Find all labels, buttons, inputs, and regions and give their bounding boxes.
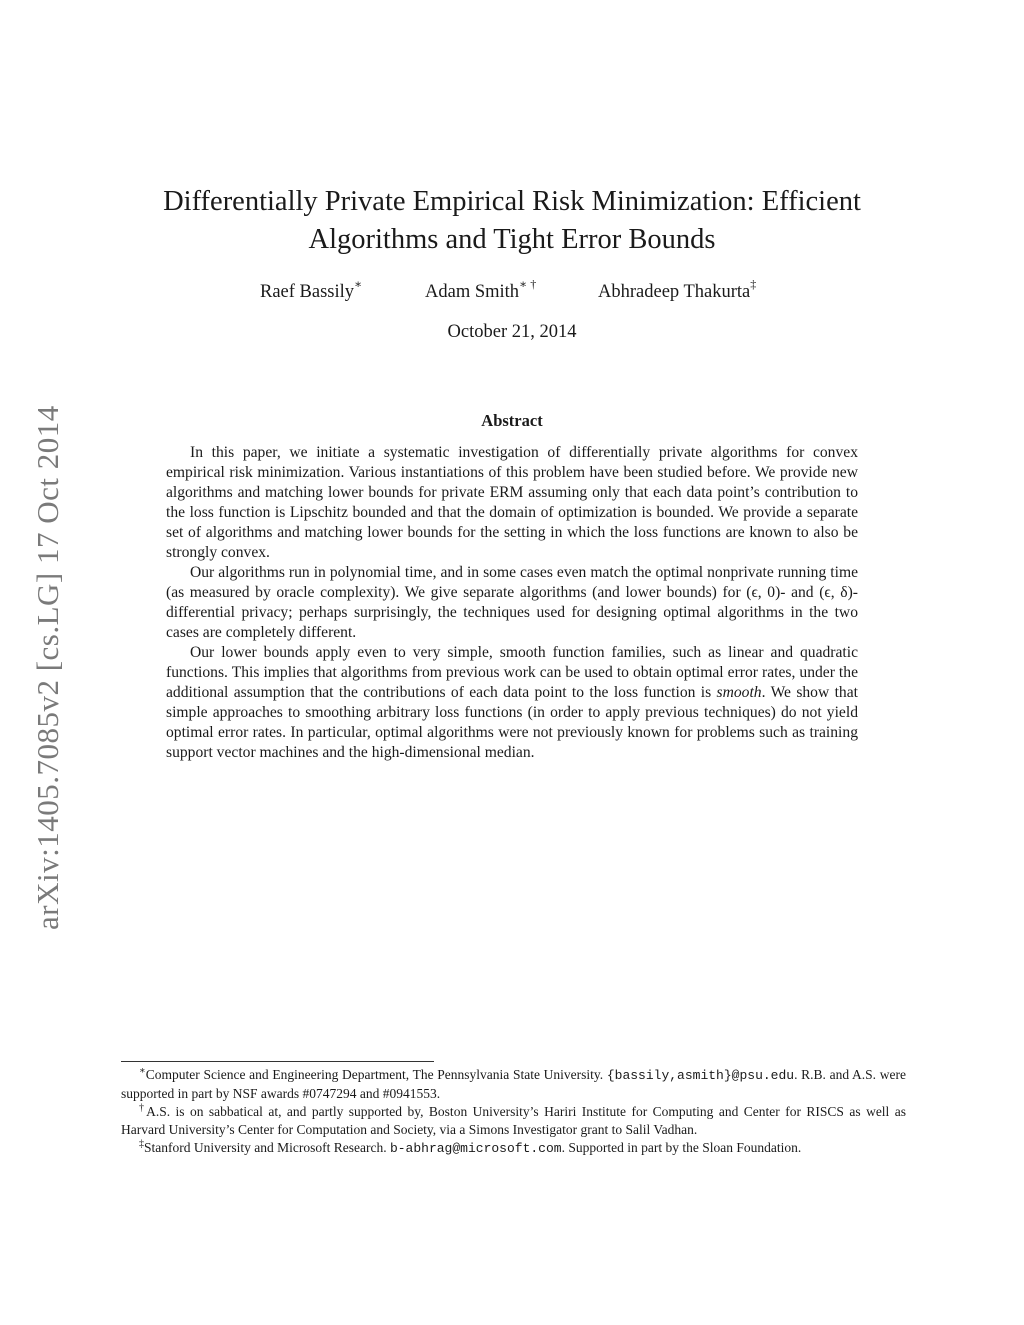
footnote-text: . Supported in part by the Sloan Foundation. [561,1140,802,1155]
abstract-text: - and [780,584,820,601]
author-footnote-mark: ∗ † [519,276,537,291]
footnote-text: A.S. is on sabbatical at, and partly supported by, Boston University’s Hariri Institute for Computing and Center for RISCS as well as Harvard University’s Center for Computation and Society, via a Simons Investigator grant to Salil Vadhan. [121,1104,907,1137]
math-epsilon-delta: (ϵ, δ) [819,584,853,601]
author-name: Abhradeep Thakurta [598,282,751,302]
abstract-text: Our algorithms run in polynomial time, and in some cases even match the optimal nonprivate running time (as measured by oracle complexity). We give separate algorithms (and lower bounds) for [166,564,858,601]
footnote-text: Stanford University and Microsoft Research. [144,1140,390,1155]
paper-title: Differentially Private Empirical Risk Minimization: Efficient Algorithms and Tight Error Bounds [163,186,861,255]
author-footnote-mark: ‡ [750,276,757,291]
arxiv-identifier[interactable]: arXiv:1405.7085v2 [cs.LG] 17 Oct 2014 [30,405,65,930]
author-footnote-mark: ∗ [354,276,363,291]
abstract-text: . We show that simple approaches to smoothing arbitrary loss functions (in order to apply previous techniques) do not yield optimal error rates. In particular, optimal algorithms were not previously known for problems such as training support vector machines and the high-dimensional median. [166,684,858,761]
footnote-1 [121,1066,906,1103]
author-thakurta [598,276,757,303]
paper-date: October 21, 2014 [447,322,577,342]
email-link[interactable]: {bassily,asmith}@psu.edu [606,1068,795,1083]
author-bassily [260,276,363,303]
author-smith [425,276,537,303]
abstract-body [166,443,858,763]
footnote-2 [121,1103,906,1139]
footnote-mark: ‡ [139,1138,144,1150]
footnote-text: . R.B. and A.S. were supported in part by NSF awards #0747294 and #0941553. [121,1067,906,1101]
footnote-text: Computer Science and Engineering Department, The Pennsylvania State University. [145,1067,607,1082]
abstract-text: Our lower bounds apply even to very simple, smooth function families, such as linear and quadratic functions. This implies that algorithms from previous work can be used to obtain optimal error rates, under the additional assumption that the contributions of each data point to the loss function is [166,644,858,701]
author-name: Raef Bassily [260,282,355,302]
abstract-paragraph-1: In this paper, we initiate a systematic investigation of differentially private algorithms for convex empirical risk minimization. Various instantiations of this problem have been studied before. We provide new algorithms and matching lower bounds for private ERM assuming only that each data point’s contribution to the loss function is Lipschitz bounded and that the domain of optimization is bounded. We provide a separate set of algorithms and matching lower bounds for the setting in which the loss functions are known to also be strongly convex. [166,444,858,561]
footnote-mark: † [139,1102,147,1114]
footnote-divider [121,1061,434,1062]
author-name: Adam Smith [425,282,520,302]
abstract-heading: Abstract [481,411,543,430]
footnote-mark: ∗ [139,1065,146,1077]
footnote-3 [121,1139,906,1158]
footnotes [121,1066,906,1158]
emphasis-smooth: smooth [716,684,762,701]
abstract-paragraph-2 [166,563,858,643]
email-link[interactable]: b-abhrag@microsoft.com [389,1141,562,1156]
math-epsilon-zero: (ϵ, 0) [746,584,781,601]
abstract-text: -differential privacy; perhaps surprisingly, the techniques used for designing optimal algorithms in the two cases are completely different. [166,584,858,641]
abstract-paragraph-3 [166,643,858,763]
